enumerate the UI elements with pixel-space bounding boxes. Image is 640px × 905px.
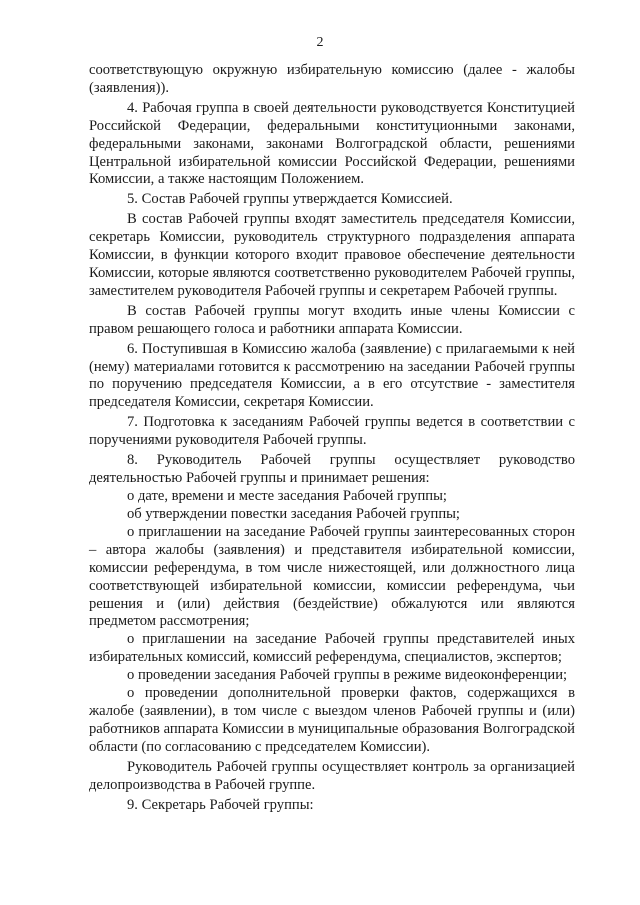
page-number: 2 xyxy=(316,35,324,50)
paragraph: о проведении заседания Рабочей группы в режиме видеоконференции; xyxy=(127,667,568,684)
paragraph: 6. Поступившая в Комиссию жалоба (заявление) с прилагаемыми к ней (нему) материалами готовится к рассмотрению на заседании Рабочей группы по поручению председателя Комиссии, а в его отсутствие - заместителя председателя Комиссии, секретаря Комиссии. xyxy=(89,340,575,411)
paragraph: о приглашении на заседание Рабочей группы заинтересованных сторон – автора жалобы (заявления) и представителя избирательной комиссии, комиссии референдума, в том числе нижестоящей, или должностного лица соответствующей избирательной комиссии, комиссии референдума, чьи решения и (или) действия (бездействие) обжалуются или являются предметом рассмотрения; xyxy=(89,523,575,630)
paragraph: 9. Секретарь Рабочей группы: xyxy=(127,796,314,813)
paragraph: 7. Подготовка к заседаниям Рабочей группы ведется в соответствии с поручениями руководителя Рабочей группы. xyxy=(89,414,575,449)
paragraph: о дате, времени и месте заседания Рабочей группы; xyxy=(127,487,447,504)
document-body xyxy=(89,62,575,815)
paragraph: соответствующую окружную избирательную комиссию (далее - жалобы (заявления)). xyxy=(89,62,575,96)
paragraph: 8. Руководитель Рабочей группы осуществляет руководство деятельностью Рабочей группы и принимает решения: xyxy=(89,452,575,486)
paragraph: об утверждении повестки заседания Рабочей группы; xyxy=(127,505,460,522)
paragraph: В состав Рабочей группы могут входить иные члены Комиссии с правом решающего голоса и работники аппарата Комиссии. xyxy=(89,302,575,337)
paragraph: 5. Состав Рабочей группы утверждается Комиссией. xyxy=(127,191,453,208)
paragraph: о приглашении на заседание Рабочей группы представителей иных избирательных комиссий, комиссий референдума, специалистов, экспертов; xyxy=(89,631,575,666)
paragraph: Руководитель Рабочей группы осуществляет контроль за организацией делопроизводства в Рабочей группе. xyxy=(89,759,575,793)
paragraph: В состав Рабочей группы входят заместитель председателя Комиссии, секретарь Комиссии, руководитель структурного подразделения аппарата Комиссии, в функции которого входит правовое обеспечение деятельности Комиссии, которые являются соответственно руководителем Рабочей группы, заместителем руководителя Рабочей группы и секретарем Рабочей группы. xyxy=(89,211,575,299)
paragraph: 4. Рабочая группа в своей деятельности руководствуется Конституцией Российской Федерации, федеральными конституционными законами, федеральными законами, законами Волгоградской области, решениями Центральной избирательной комиссии Российской Федерации, решениями Комиссии, а также настоящим Положением. xyxy=(89,99,575,188)
paragraph: о проведении дополнительной проверки фактов, содержащихся в жалобе (заявлении), в том числе с выездом членов Рабочей группы и (или) работников аппарата Комиссии в муниципальные образования Волгоградской области (по согласованию с председателем Комиссии). xyxy=(89,685,575,756)
